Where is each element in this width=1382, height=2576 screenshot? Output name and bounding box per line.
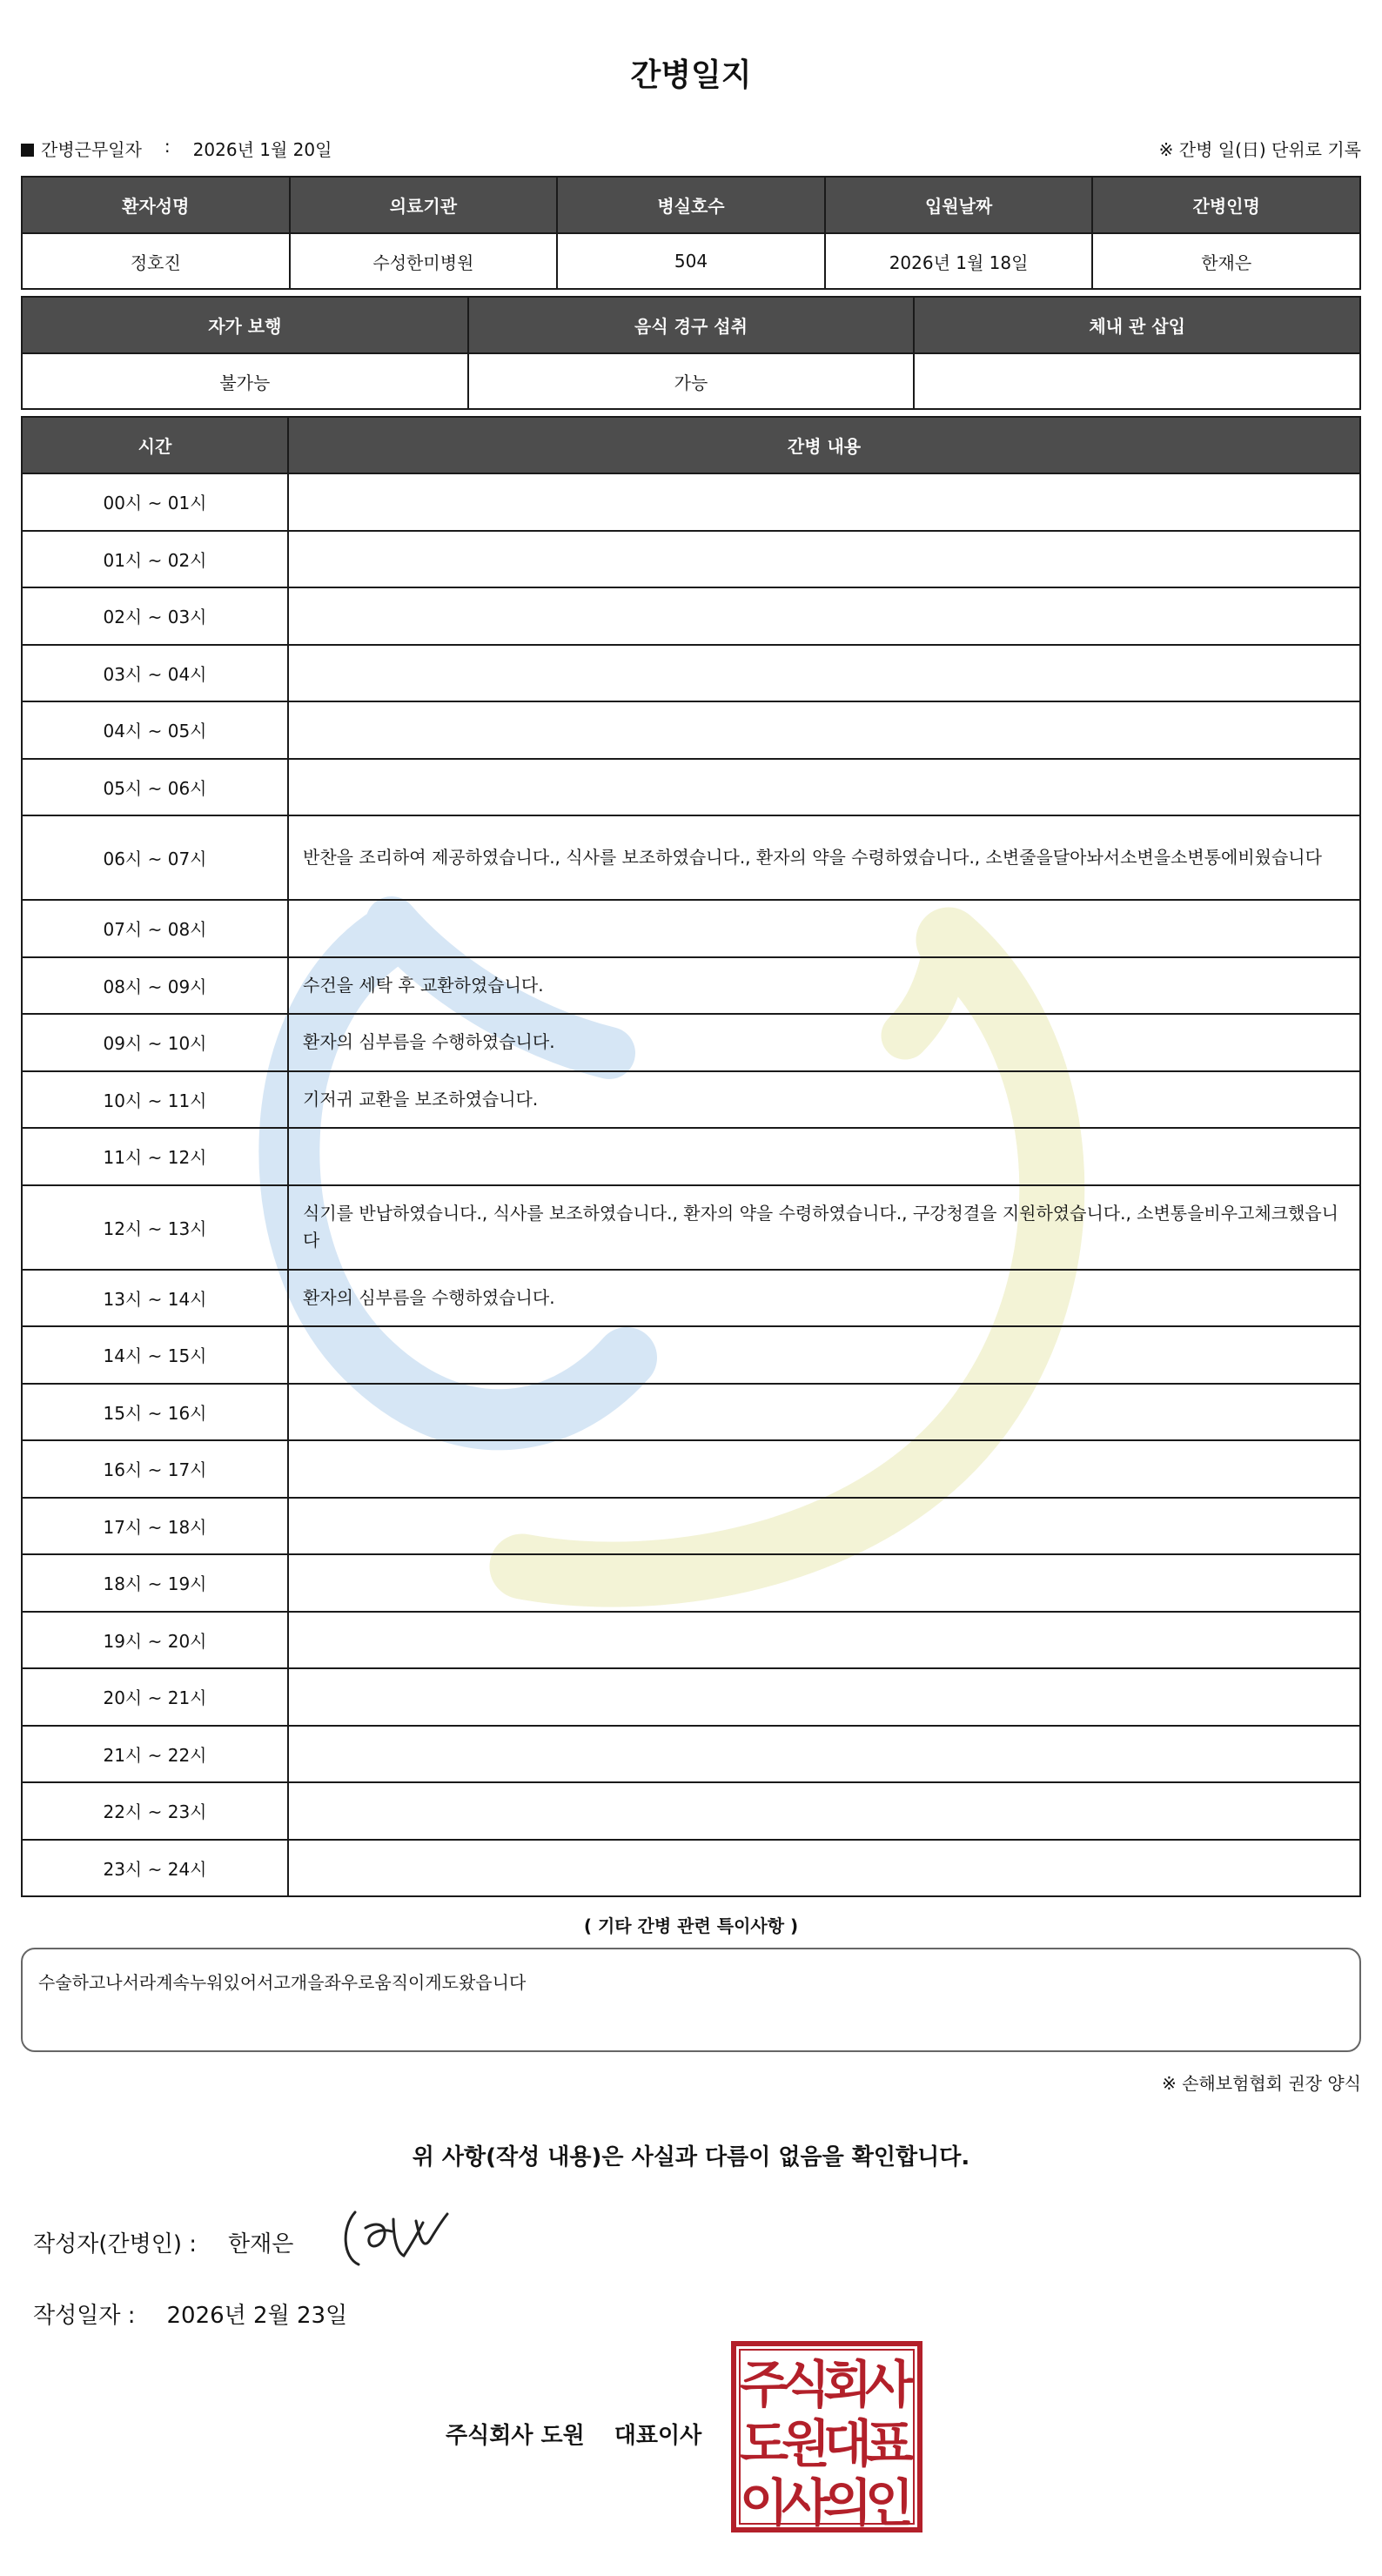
log-row [22, 1270, 1360, 1327]
patient-table [21, 176, 1361, 290]
seal-glyph: 인 [864, 2473, 915, 2532]
room-number: 504 [557, 233, 825, 289]
log-content [288, 1384, 1360, 1441]
log-content: 환자의 심부름을 수행하였습니다. [288, 1014, 1360, 1071]
hospital-name: 수성한미병원 [290, 233, 558, 289]
status-header-row [22, 297, 1360, 353]
log-time: 07시 ~ 08시 [22, 900, 288, 957]
header-oral-intake: 음식 경구 섭취 [468, 297, 915, 353]
log-time: 10시 ~ 11시 [22, 1071, 288, 1129]
log-time: 03시 ~ 04시 [22, 645, 288, 702]
log-time: 01시 ~ 02시 [22, 531, 288, 588]
seal-glyph: 표 [864, 2414, 915, 2473]
log-row [22, 1014, 1360, 1071]
log-time: 09시 ~ 10시 [22, 1014, 288, 1071]
log-content [288, 1840, 1360, 1897]
seal-glyph: 사 [781, 2473, 831, 2532]
header-patient-name: 환자성명 [22, 177, 290, 233]
seal-glyph: 주 [739, 2355, 789, 2414]
log-time: 23시 ~ 24시 [22, 1840, 288, 1897]
work-date-label: 간병근무일자 [41, 139, 142, 160]
log-row [22, 587, 1360, 645]
status-table [21, 296, 1361, 410]
log-content: 기저귀 교환을 보조하였습니다. [288, 1071, 1360, 1129]
author-label: 작성자(간병인) : [33, 2231, 198, 2257]
log-row [22, 1668, 1360, 1726]
patient-value-row [22, 233, 1360, 289]
company-seal [729, 2339, 924, 2534]
log-time: 13시 ~ 14시 [22, 1270, 288, 1327]
care-log-table [21, 416, 1361, 1897]
log-content [288, 473, 1360, 531]
log-row [22, 1554, 1360, 1612]
log-content: 반찬을 조리하여 제공하였습니다., 식사를 보조하였습니다., 환자의 약을 수령하였습니다., 소변줄을달아놔서소변을소변통에비웠습니다 [288, 815, 1360, 900]
header-admission-date: 입원날짜 [825, 177, 1093, 233]
seal-glyph: 원 [781, 2414, 831, 2473]
patient-header-row [22, 177, 1360, 233]
seal-glyph: 이 [739, 2473, 789, 2532]
log-content: 수건을 세탁 후 교환하였습니다. [288, 957, 1360, 1015]
header-time: 시간 [22, 417, 288, 473]
header-tube-insertion: 체내 관 삽입 [914, 297, 1360, 353]
log-header-row [22, 417, 1360, 473]
notes-box [21, 1948, 1361, 2052]
log-row [22, 531, 1360, 588]
log-time: 14시 ~ 15시 [22, 1326, 288, 1384]
oral-intake-value: 가능 [468, 353, 915, 409]
seal-glyph: 회 [822, 2355, 873, 2414]
log-row [22, 701, 1360, 759]
log-content [288, 1554, 1360, 1612]
work-date-separator: : [164, 136, 171, 157]
log-content [288, 1128, 1360, 1185]
author-name: 한재은 [228, 2231, 294, 2257]
square-bullet-icon [21, 144, 34, 157]
notes-title: ( 기타 간병 관련 특이사항 ) [583, 1915, 799, 1936]
log-time: 00시 ~ 01시 [22, 473, 288, 531]
log-content: 식기를 반납하였습니다., 식사를 보조하였습니다., 환자의 약을 수령하였습니다., 구강청결을 지원하였습니다., 소변통을비우고체크했읍니다 [288, 1185, 1360, 1270]
header-caregiver: 간병인명 [1092, 177, 1360, 233]
log-content [288, 531, 1360, 588]
log-content [288, 1668, 1360, 1726]
log-time: 04시 ~ 05시 [22, 701, 288, 759]
seal-glyph: 도 [739, 2414, 789, 2473]
log-time: 16시 ~ 17시 [22, 1440, 288, 1498]
work-date [21, 136, 332, 161]
seal-glyph: 의 [822, 2473, 873, 2532]
log-time: 08시 ~ 09시 [22, 957, 288, 1015]
caregiver-name: 한재은 [1092, 233, 1360, 289]
header-self-walking: 자가 보행 [22, 297, 468, 353]
log-content [288, 645, 1360, 702]
seal-glyph: 식 [781, 2355, 831, 2414]
log-time: 17시 ~ 18시 [22, 1498, 288, 1555]
self-walking-value: 불가능 [22, 353, 468, 409]
header-hospital: 의료기관 [290, 177, 558, 233]
log-time: 02시 ~ 03시 [22, 587, 288, 645]
log-content [288, 1440, 1360, 1498]
log-row [22, 645, 1360, 702]
signature-mark [339, 2202, 453, 2271]
confirmation-statement: 위 사항(작성 내용)은 사실과 다름이 없음을 확인합니다. [412, 2144, 970, 2170]
log-time: 15시 ~ 16시 [22, 1384, 288, 1441]
log-content: 환자의 심부름을 수행하였습니다. [288, 1270, 1360, 1327]
admission-date: 2026년 1월 18일 [825, 233, 1093, 289]
header-room: 병실호수 [557, 177, 825, 233]
log-row [22, 900, 1360, 957]
log-row [22, 1498, 1360, 1555]
log-content [288, 900, 1360, 957]
log-row [22, 1782, 1360, 1840]
log-time: 21시 ~ 22시 [22, 1726, 288, 1783]
log-row [22, 1440, 1360, 1498]
log-content [288, 1782, 1360, 1840]
log-time: 18시 ~ 19시 [22, 1554, 288, 1612]
write-date-label: 작성일자 : [33, 2303, 136, 2329]
seal-glyph: 사 [864, 2355, 915, 2414]
log-time: 11시 ~ 12시 [22, 1128, 288, 1185]
company-title: 대표이사 [614, 2423, 702, 2449]
log-row [22, 759, 1360, 816]
log-time: 22시 ~ 23시 [22, 1782, 288, 1840]
log-content [288, 701, 1360, 759]
log-content [288, 587, 1360, 645]
document-title: 간병일지 [630, 57, 752, 93]
patient-name: 정호진 [22, 233, 290, 289]
meta-row [21, 136, 1361, 161]
log-row [22, 957, 1360, 1015]
form-note: ※ 손해보험협회 권장 양식 [1161, 2073, 1361, 2094]
log-row [22, 1128, 1360, 1185]
work-date-value: 2026년 1월 20일 [192, 139, 332, 160]
log-row [22, 1726, 1360, 1783]
log-content [288, 1498, 1360, 1555]
log-content [288, 1612, 1360, 1669]
log-time: 12시 ~ 13시 [22, 1185, 288, 1270]
header-care-content: 간병 내용 [288, 417, 1360, 473]
log-row [22, 1384, 1360, 1441]
log-row [22, 1185, 1360, 1270]
company-line [446, 2418, 701, 2450]
log-content [288, 759, 1360, 816]
notes-text: 수술하고나서라계속누워있어서고개을좌우로움직이게도왔읍니다 [38, 1972, 527, 1993]
log-content [288, 1726, 1360, 1783]
log-time: 06시 ~ 07시 [22, 815, 288, 900]
log-row [22, 1326, 1360, 1384]
unit-note: ※ 간병 일(日) 단위로 기록 [1158, 139, 1361, 160]
log-time: 05시 ~ 06시 [22, 759, 288, 816]
log-time: 20시 ~ 21시 [22, 1668, 288, 1726]
log-row [22, 1071, 1360, 1129]
work-date-label-wrap [21, 136, 142, 161]
log-row [22, 815, 1360, 900]
status-value-row [22, 353, 1360, 409]
log-time: 19시 ~ 20시 [22, 1612, 288, 1669]
author-line [33, 2226, 293, 2258]
log-body [22, 473, 1360, 1896]
seal-glyph: 대 [822, 2414, 873, 2473]
company-name: 주식회사 도원 [446, 2423, 585, 2449]
log-row [22, 1612, 1360, 1669]
log-content [288, 1326, 1360, 1384]
log-row [22, 473, 1360, 531]
log-row [22, 1840, 1360, 1897]
write-date-line [33, 2298, 347, 2330]
tube-insertion-value [914, 353, 1360, 409]
write-date-value: 2026년 2월 23일 [166, 2303, 348, 2329]
